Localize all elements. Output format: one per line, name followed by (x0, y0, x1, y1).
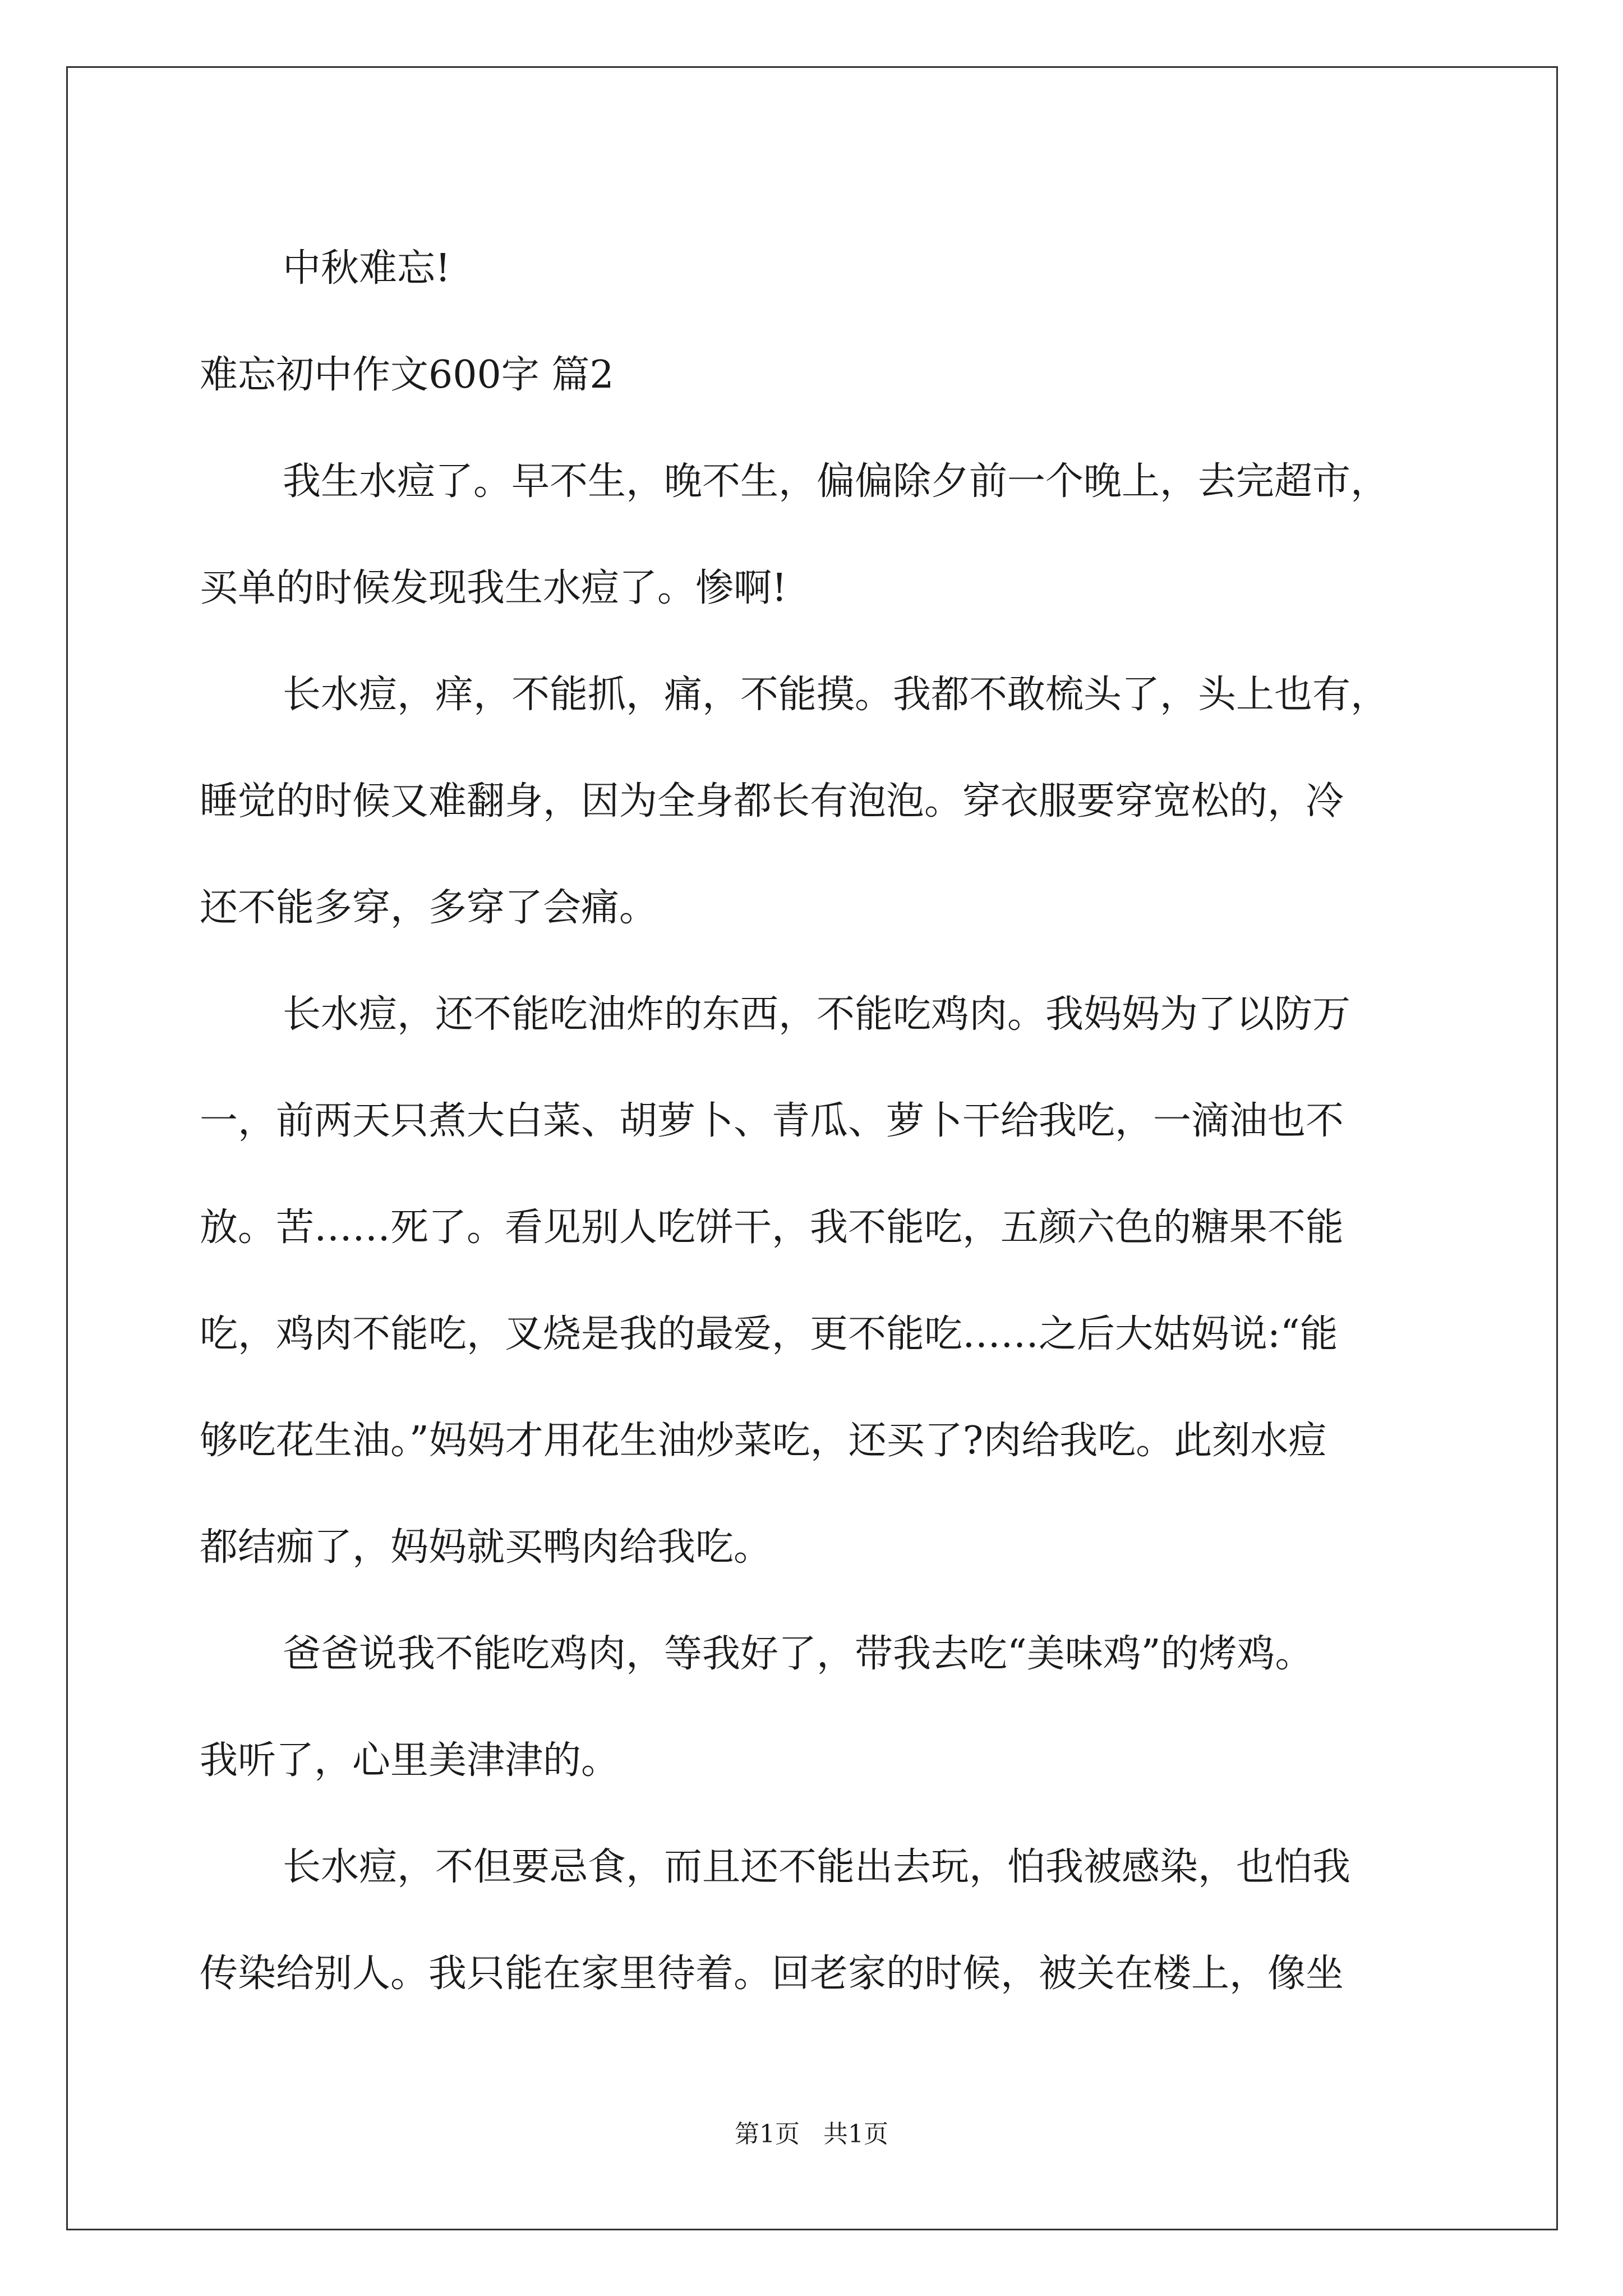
page-footer (0, 2118, 1623, 2151)
paragraph-line: 我生水痘了。早不生，晚不生，偏偏除夕前一个晚上，去完超市， (283, 459, 1389, 504)
paragraph-line: 爸爸说我不能吃鸡肉，等我好了，带我去吃“美味鸡”的烤鸡。 (283, 1632, 1313, 1676)
paragraph-line: 一，前两天只煮大白菜、胡萝卜、青瓜、萝卜干给我吃，一滴油也不 (200, 1099, 1344, 1143)
paragraph-line: 长水痘，痒，不能抓，痛，不能摸。我都不敢梳头了，头上也有， (283, 673, 1389, 717)
paragraph-line: 还不能多穿，多穿了会痛。 (200, 886, 658, 930)
paragraph-line: 长水痘，不但要忌食，而且还不能出去玩，怕我被感染，也怕我 (283, 1845, 1351, 1889)
paragraph-line: 吃，鸡肉不能吃，叉烧是我的最爱，更不能吃……之后大姑妈说:“能 (200, 1312, 1338, 1356)
paragraph-line: 都结痂了，妈妈就买鸭肉给我吃。 (200, 1525, 772, 1570)
paragraph-line: 长水痘，还不能吃油炸的东西，不能吃鸡肉。我妈妈为了以防万 (283, 992, 1351, 1037)
paragraph-line: 买单的时候发现我生水痘了。惨啊! (200, 566, 787, 610)
paragraph-line: 放。苦……死了。看见别人吃饼干，我不能吃，五颜六色的糖果不能 (200, 1205, 1344, 1250)
paragraph-line: 我听了，心里美津津的。 (200, 1738, 620, 1783)
document-body (200, 215, 1433, 2027)
page-total: 共1页 (823, 2120, 888, 2148)
section-heading: 难忘初中作文600字 篇2 (200, 353, 614, 397)
paragraph-line: 够吃花生油。”妈妈才用花生油炒菜吃，还买了?肉给我吃。此刻水痘 (200, 1419, 1327, 1463)
page-number: 第1页 (735, 2120, 800, 2148)
paragraph-line: 睡觉的时候又难翻身，因为全身都长有泡泡。穿衣服要穿宽松的，冷 (200, 779, 1344, 823)
paragraph-line: 传染给别人。我只能在家里待着。回老家的时候，被关在楼上，像坐 (200, 1952, 1344, 1996)
paragraph-line: 中秋难忘! (283, 246, 451, 291)
